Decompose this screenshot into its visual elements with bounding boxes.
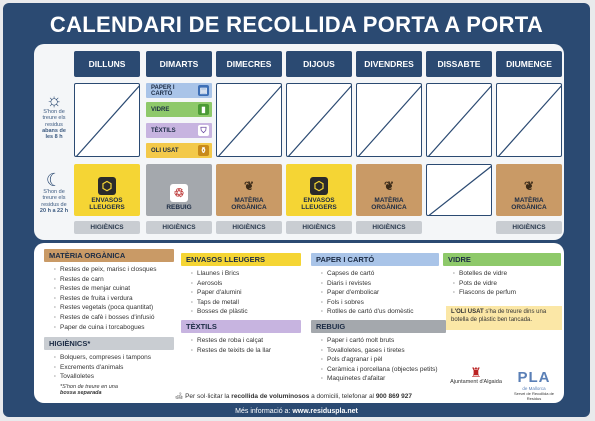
organic-icon: ❦ bbox=[520, 177, 538, 195]
list-item: · Restes de fruita i verdura bbox=[54, 294, 174, 304]
bottle-icon: ▮ bbox=[198, 104, 209, 115]
list-item: · Restes de teixits de la llar bbox=[191, 346, 301, 356]
evening-tile-dimarts: ♲ REBUIG bbox=[146, 164, 212, 216]
day-header-dimecres: DIMECRES bbox=[216, 51, 282, 77]
day-header-dimarts: DIMARTS bbox=[146, 51, 212, 77]
list-item: · Paper d'alumini bbox=[191, 288, 301, 298]
evening-cell-dissabte bbox=[426, 164, 492, 216]
category-paper bbox=[311, 253, 439, 317]
higienics-dijous: HIGIÈNICS bbox=[286, 221, 352, 234]
list-item: · Restes de carn bbox=[54, 275, 174, 285]
morning-label: ☼ S'hon de treure els residus abans de les 8 h bbox=[35, 91, 73, 141]
organic-icon: ❦ bbox=[240, 177, 258, 195]
shirt-icon: ⛉ bbox=[198, 125, 209, 136]
list-item: · Pols d'agranar i pèl bbox=[321, 355, 446, 365]
evening-tile-dilluns: ⬡ ENVASOS LLEUGERS bbox=[74, 164, 140, 216]
list-item: · Botelles de vidre bbox=[453, 269, 561, 279]
list-item: · Maquinetes d'afaitar bbox=[321, 374, 446, 384]
evening-tile-dijous: ⬡ ENVASOS LLEUGERS bbox=[286, 164, 352, 216]
day-header-dissabte: DISSABTE bbox=[426, 51, 492, 77]
category-higienics bbox=[44, 337, 174, 397]
evening-tile-diumenge: ❦ MATÈRIA ORGÀNICA bbox=[496, 164, 562, 216]
category-title: MATÈRIA ORGÀNICA bbox=[44, 249, 174, 262]
list-item: · Flascons de perfum bbox=[453, 288, 561, 298]
day-header-dijous: DIJOUS bbox=[286, 51, 352, 77]
list-item: · Fols i sobres bbox=[321, 298, 439, 308]
category-title: PAPER I CARTÓ bbox=[311, 253, 439, 266]
moon-icon: ☾ bbox=[45, 170, 63, 190]
morning-cell-divendres bbox=[356, 83, 422, 157]
category-envasos bbox=[181, 253, 301, 317]
list-item: · Diaris i revistes bbox=[321, 279, 439, 289]
oil-icon: ⚱ bbox=[198, 145, 209, 156]
packaging-icon: ⬡ bbox=[310, 177, 328, 195]
morning-cell-dilluns bbox=[74, 83, 140, 157]
category-organica bbox=[44, 249, 174, 332]
list-item: · Bosses de plàstic bbox=[191, 307, 301, 317]
page-title: CALENDARI DE RECOLLIDA PORTA A PORTA bbox=[49, 12, 544, 37]
day-header-diumenge: DIUMENGE bbox=[496, 51, 562, 77]
category-textils bbox=[181, 320, 301, 355]
category-title: TÈXTILS bbox=[181, 320, 301, 333]
list-item: · Taps de metall bbox=[191, 298, 301, 308]
list-item: · Excrements d'animals bbox=[54, 363, 174, 373]
list-item: · Tovalloletes, gases i tiretes bbox=[321, 346, 446, 356]
calendar-sheet bbox=[3, 3, 590, 417]
list-item: · Restes de menjar cuinat bbox=[54, 284, 174, 294]
list-item: · Restes vegetals (poca quantitat) bbox=[54, 303, 174, 313]
list-item: · Ceràmica i porcellana (objectes petits) bbox=[321, 365, 446, 375]
evening-tile-dimecres: ❦ MATÈRIA ORGÀNICA bbox=[216, 164, 282, 216]
list-item: · Paper i cartó molt bruts bbox=[321, 336, 446, 346]
list-item: · Llaunes i Brics bbox=[191, 269, 301, 279]
category-title: ENVASOS LLEUGERS bbox=[181, 253, 301, 266]
category-rebuig bbox=[311, 320, 446, 384]
list-item: · Paper de cuina i torcabogues bbox=[54, 323, 174, 333]
higienics-note: *S'hon de treure en una bossa separada bbox=[60, 383, 118, 397]
list-item: · Pots de vidre bbox=[453, 279, 561, 289]
higienics-divendres: HIGIÈNICS bbox=[356, 221, 422, 234]
mini-textils: TÈXTILS ⛉ bbox=[146, 123, 212, 138]
day-header-divendres: DIVENDRES bbox=[356, 51, 422, 77]
day-header-dilluns: DILLUNS bbox=[74, 51, 140, 77]
list-item: · Restes de roba i calçat bbox=[191, 336, 301, 346]
coat-of-arms-icon: ♜ bbox=[470, 365, 482, 380]
footer-link[interactable]: www.residuspla.net bbox=[292, 408, 358, 415]
higienics-dimecres: HIGIÈNICS bbox=[216, 221, 282, 234]
category-vidre bbox=[443, 253, 561, 298]
ajuntament-logo: ♜ Ajuntament d'Algaida bbox=[450, 365, 502, 385]
mini-oli-usat: OLI USAT ⚱ bbox=[146, 143, 212, 158]
morning-cell-dimecres bbox=[216, 83, 282, 157]
sofa-icon: 🛋 bbox=[175, 393, 186, 400]
evening-tile-divendres: ❦ MATÈRIA ORGÀNICA bbox=[356, 164, 422, 216]
list-item: · Rotlles de cartó d'us domèstic bbox=[321, 307, 439, 317]
category-title: HIGIÈNICS* bbox=[44, 337, 174, 350]
list-item: · Restes de cafè i bosses d'infusió bbox=[54, 313, 174, 323]
trash-bag-icon: ♲ bbox=[170, 184, 188, 202]
list-item: · Tovalloletes bbox=[54, 372, 174, 382]
footer-info: Més informació a: www.residuspla.net bbox=[235, 408, 358, 415]
packaging-icon: ⬡ bbox=[98, 177, 116, 195]
morning-cell-dijous bbox=[286, 83, 352, 157]
list-item: · Paper d'embolicar bbox=[321, 288, 439, 298]
higienics-diumenge: HIGIÈNICS bbox=[496, 221, 562, 234]
list-item: · Capses de cartó bbox=[321, 269, 439, 279]
list-item: · Bolquers, compreses i tampons bbox=[54, 353, 174, 363]
morning-cell-dissabte bbox=[426, 83, 492, 157]
category-title: REBUIG bbox=[311, 320, 446, 333]
pla-logo: PLA de Mallorca Servei de Recollida de Residus bbox=[513, 369, 555, 401]
mini-vidre: VIDRE ▮ bbox=[146, 102, 212, 117]
morning-cell-diumenge bbox=[496, 83, 562, 157]
higienics-dilluns: HIGIÈNICS bbox=[74, 221, 140, 234]
category-title: VIDRE bbox=[443, 253, 561, 266]
voluminosos-phone-text: 🛋 Per sol·licitar la recollida de voluminosos a domicili, telefonar al 900 869 927 bbox=[175, 393, 412, 400]
list-item: · Restes de peix, marisc i closques bbox=[54, 265, 174, 275]
mini-paper-carto: PAPER I CARTÓ ▤ bbox=[146, 83, 212, 98]
sun-icon: ☼ bbox=[45, 90, 63, 110]
organic-icon: ❦ bbox=[380, 177, 398, 195]
higienics-dimarts: HIGIÈNICS bbox=[146, 221, 212, 234]
list-item: · Aerosols bbox=[191, 279, 301, 289]
oil-note: L'OLI USAT s'ha de treure dins una botella de plàstic ben tancada. bbox=[446, 306, 562, 330]
evening-label: ☾ S'hon de treure els residus de 20 h a 22 h bbox=[35, 171, 73, 214]
paper-icon: ▤ bbox=[199, 85, 208, 95]
